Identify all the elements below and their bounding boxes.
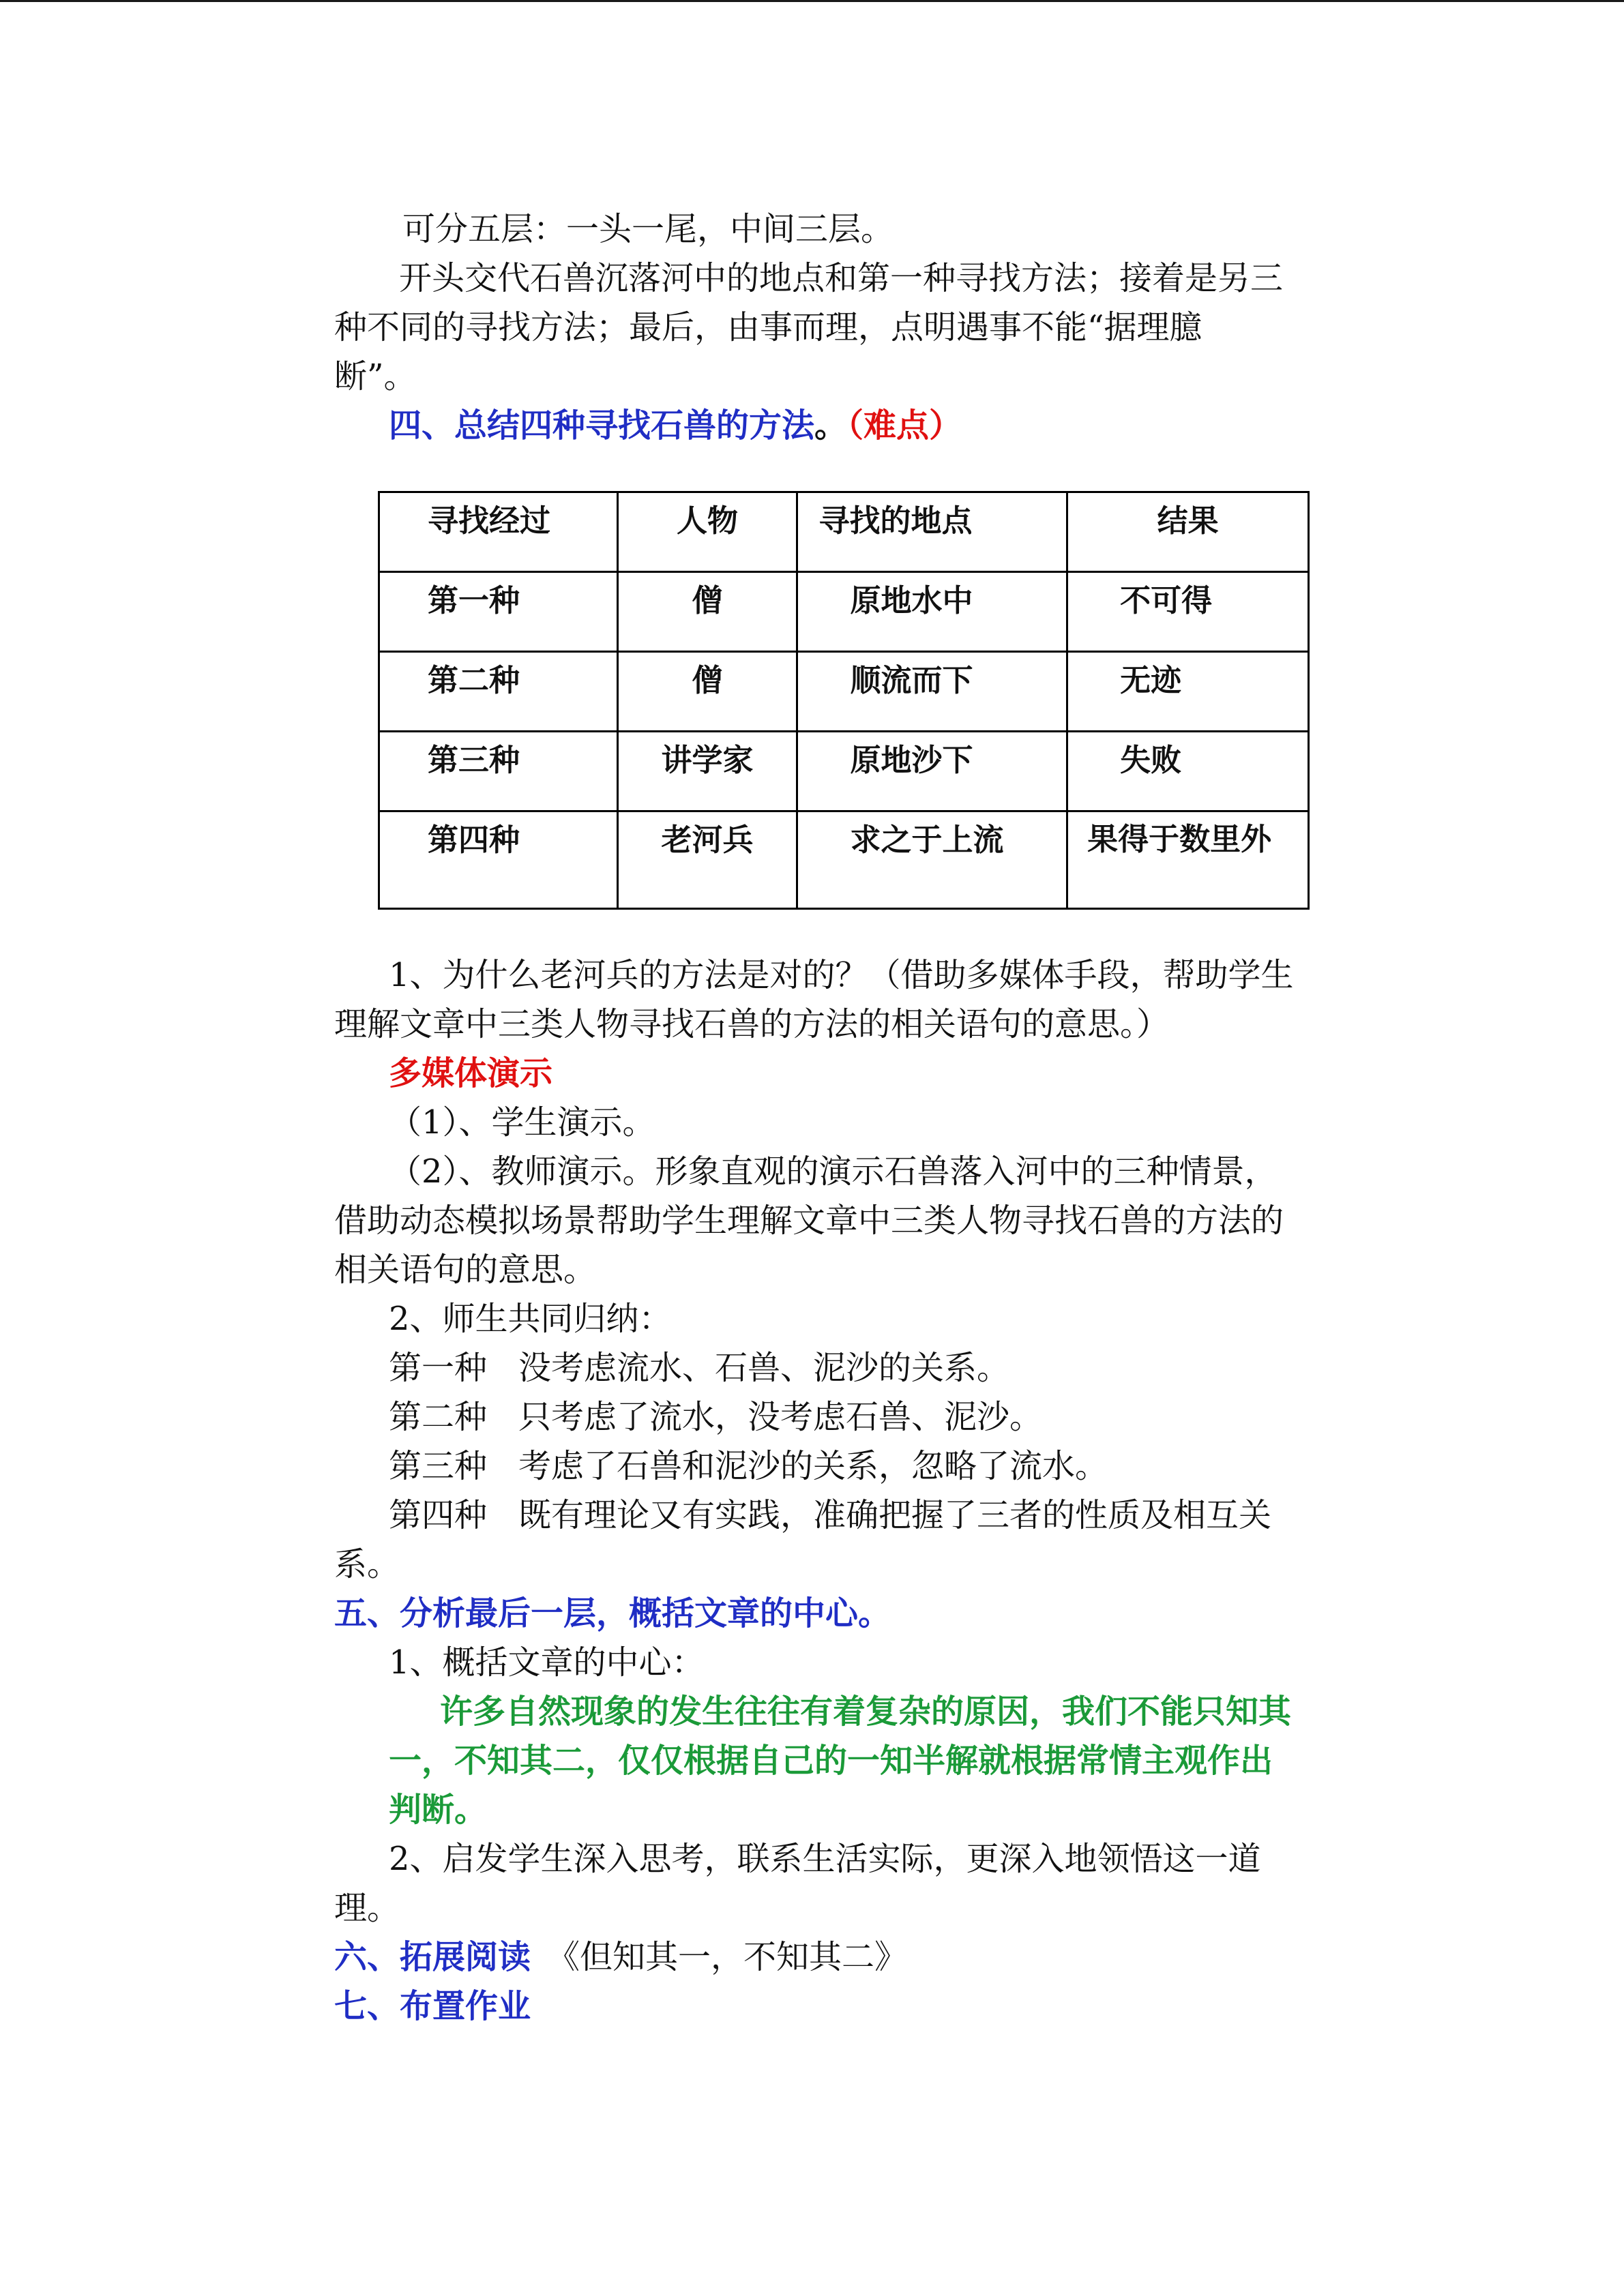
spacer: [334, 910, 1310, 951]
summary-item-label: 第二种: [389, 1398, 488, 1436]
table-cell: 第一种: [379, 572, 618, 652]
multimedia-item-2-line-3: 相关语句的意思。: [334, 1251, 597, 1289]
table-header-cell: 人物: [617, 492, 797, 572]
table-cell: 原地水中: [797, 572, 1067, 652]
multimedia-demo-title: 多媒体演示: [389, 1054, 553, 1092]
section-4-period: 。: [814, 406, 848, 445]
table-row: [379, 652, 1309, 732]
table-cell: 求之于上流: [797, 811, 1067, 909]
table-cell: 无迹: [1067, 652, 1309, 732]
intro-paragraph-2-line-2: 种不同的寻找方法；最后，由事而理，点明遇事不能“据理臆: [334, 308, 1202, 346]
question-1-line-2: 理解文章中三类人物寻找石兽的方法的相关语句的意思。）: [334, 1005, 1170, 1043]
table-cell: 僧: [617, 652, 797, 732]
table-cell: 第二种: [379, 652, 618, 732]
table-row: [379, 732, 1309, 811]
document-page: [334, 205, 1310, 2031]
section-5-heading: 五、分析最后一层，概括文章的中心。: [334, 1594, 891, 1632]
table-header-cell: 寻找的地点: [797, 492, 1067, 572]
table-header-row: [379, 492, 1309, 572]
table-cell: 原地沙下: [797, 732, 1067, 811]
table-cell: 不可得: [1067, 572, 1309, 652]
table-cell: 失败: [1067, 732, 1309, 811]
summary-item: [334, 1491, 1310, 1540]
summary-item-text: 只考虑了流水，没考虑石兽、泥沙。: [518, 1398, 1043, 1436]
section-5-item-2-line-1: 2、启发学生深入思考，联系生活实际，更深入地领悟这一道: [389, 1840, 1261, 1878]
table-cell: 第三种: [379, 732, 618, 811]
summary-item-text: 既有理论又有实践，准确把握了三者的性质及相互关: [518, 1496, 1272, 1534]
section-7-heading: 七、布置作业: [334, 1987, 531, 2025]
table-cell: 顺流而下: [797, 652, 1067, 732]
top-border-line: [0, 0, 1624, 2]
section-4-heading: [334, 401, 1310, 450]
summary-item: [334, 1392, 1310, 1442]
table-header-cell: 结果: [1067, 492, 1309, 572]
section-6-heading: [334, 1933, 1310, 1982]
multimedia-item-2-line-1: （2）、教师演示。形象直观的演示石兽落入河中的三种情景，: [389, 1152, 1278, 1191]
summary-item-label: 第一种: [389, 1349, 488, 1387]
central-idea-line-1: 许多自然现象的发生往往有着复杂的原因，我们不能只知其: [440, 1693, 1292, 1731]
summary-item: [334, 1343, 1310, 1392]
intro-paragraph-2-line-1: 开头交代石兽沉落河中的地点和第一种寻找方法；接着是另三: [399, 259, 1284, 297]
summary-item-label: 第三种: [389, 1447, 488, 1485]
table-cell: 僧: [617, 572, 797, 652]
summary-item: [334, 1442, 1310, 1491]
summary-item-text: 没考虑流水、石兽、泥沙的关系。: [518, 1349, 1010, 1387]
table-cell: 讲学家: [617, 732, 797, 811]
section-6-title: 六、拓展阅读: [334, 1938, 531, 1976]
multimedia-item-2-line-2: 借助动态模拟场景帮助学生理解文章中三类人物寻找石兽的方法的: [334, 1202, 1284, 1240]
difficulty-note: （难点）: [847, 406, 962, 445]
section-4-title: 四、总结四种寻找石兽的方法: [389, 406, 815, 445]
table-row: [379, 572, 1309, 652]
table-cell: 老河兵: [617, 811, 797, 909]
spacer: [334, 450, 1310, 491]
intro-paragraph-2-line-3: 断”。: [334, 357, 417, 396]
section-5-item-2-line-2: 理。: [334, 1889, 400, 1927]
summary-title: 2、师生共同归纳：: [389, 1300, 672, 1338]
central-idea-line-2: 一，不知其二，仅仅根据自己的一知半解就根据常情主观作出: [389, 1742, 1273, 1780]
extended-reading-title: 《但知其一，不知其二》: [547, 1938, 908, 1976]
summary-item-text: 考虑了石兽和泥沙的关系，忽略了流水。: [518, 1447, 1108, 1485]
section-5-item-1: 1、概括文章的中心：: [389, 1643, 705, 1682]
multimedia-item-1: （1）、学生演示。: [389, 1103, 655, 1142]
search-methods-table: [378, 491, 1310, 910]
table-row: [379, 811, 1309, 909]
summary-item-label: 第四种: [389, 1496, 488, 1534]
table-cell: 第四种: [379, 811, 618, 909]
central-idea-line-3: 判断。: [389, 1791, 488, 1829]
intro-paragraph-1: 可分五层：一头一尾，中间三层。: [402, 210, 894, 248]
summary-tail: 系。: [334, 1545, 400, 1583]
table-header-cell: 寻找经过: [379, 492, 618, 572]
table-cell: 果得于数里外: [1067, 811, 1309, 909]
question-1-line-1: 1、为什么老河兵的方法是对的？（借助多媒体手段，帮助学生: [389, 956, 1294, 994]
